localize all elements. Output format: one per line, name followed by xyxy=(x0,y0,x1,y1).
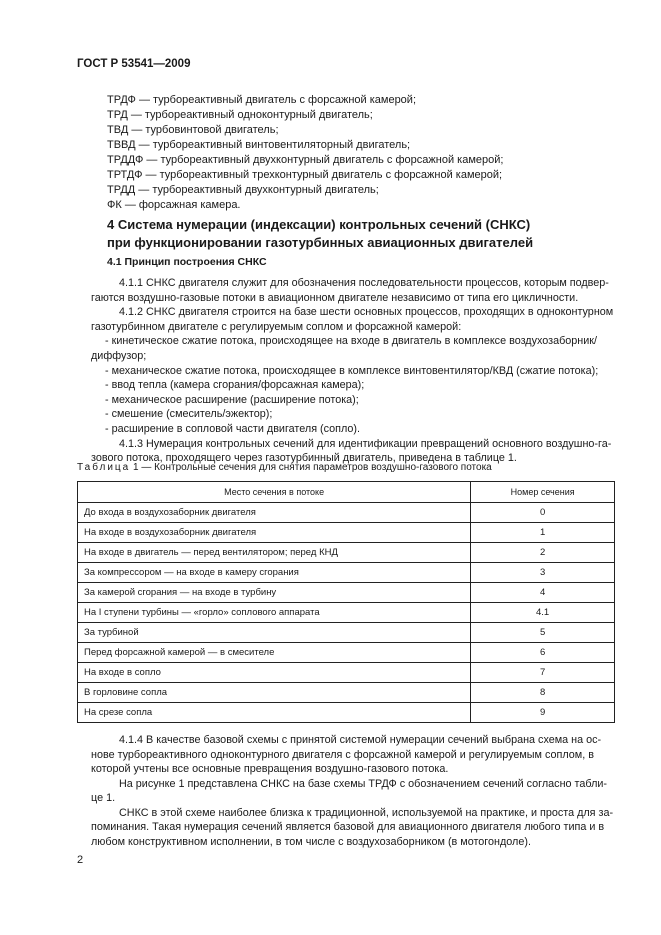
abbreviation-item: ТВД — турбовинтовой двигатель; xyxy=(107,124,279,136)
table-row xyxy=(78,523,615,543)
table-row xyxy=(78,703,615,723)
body-line: - ввод тепла (камера сгорания/форсажная камера); xyxy=(105,379,365,391)
body-line: - смешение (смеситель/эжектор); xyxy=(105,408,273,420)
body-line: гаются воздушно-газовые потоки в авиационном двигателе независимо от типа его цикличности. xyxy=(91,292,579,304)
body-line: газотурбинном двигателе с регулируемым соплом и форсажной камерой: xyxy=(91,321,462,333)
body-line: - механическое расширение (расширение потока); xyxy=(105,394,359,406)
table-row xyxy=(78,623,615,643)
table-caption xyxy=(77,462,492,473)
table-caption-label: Таблица xyxy=(77,462,131,473)
table-header-row xyxy=(78,482,615,503)
cell-location: До входа в воздухозаборник двигателя xyxy=(78,503,471,523)
body-line: - кинетическое сжатие потока, происходящее на входе в двигатель в комплексе воздухозаборник/ xyxy=(105,335,598,347)
subsection-title: 4.1 Принцип построения СНКС xyxy=(107,256,267,268)
column-header-number: Номер сечения xyxy=(471,482,615,503)
cell-number: 6 xyxy=(471,643,615,663)
section-title xyxy=(107,216,533,252)
cell-location: За турбиной xyxy=(78,623,471,643)
cell-number: 4.1 xyxy=(471,603,615,623)
cell-location: На I ступени турбины — «горло» соплового аппарата xyxy=(78,603,471,623)
cell-number: 7 xyxy=(471,663,615,683)
abbreviation-item: ТРДД — турбореактивный двухконтурный двигатель; xyxy=(107,184,379,196)
table-row xyxy=(78,583,615,603)
body-line: поминания. Такая нумерация сечений является базовой для авиационного двигателя любого типа и в xyxy=(91,821,605,833)
cell-location: На входе в двигатель — перед вентилятором; перед КНД xyxy=(78,543,471,563)
table-row xyxy=(78,683,615,703)
cell-location: На входе в воздухозаборник двигателя xyxy=(78,523,471,543)
cell-location: За камерой сгорания — на входе в турбину xyxy=(78,583,471,603)
control-sections-table xyxy=(77,481,615,723)
body-line: которой учтены все основные превращения воздушно-газового потока. xyxy=(91,763,449,775)
table-row xyxy=(78,643,615,663)
table-row xyxy=(78,503,615,523)
table-row xyxy=(78,543,615,563)
abbreviation-item: ТРД — турбореактивный одноконтурный двигатель; xyxy=(107,109,373,121)
cell-location: На входе в сопло xyxy=(78,663,471,683)
body-line: На рисунке 1 представлена СНКС на базе схемы ТРДФ с обозначением сечений согласно табли- xyxy=(119,778,608,790)
cell-number: 8 xyxy=(471,683,615,703)
cell-number: 5 xyxy=(471,623,615,643)
cell-number: 0 xyxy=(471,503,615,523)
body-line: 4.1.1 СНКС двигателя служит для обозначения последовательности процессов, которым подвер- xyxy=(119,277,609,289)
table-caption-text: 1 — Контрольные сечения для снятия параметров воздушно-газового потока xyxy=(130,462,492,473)
body-line: нове турбореактивного одноконтурного двигателя с форсажной камерой и регулируемым соплом, в xyxy=(91,749,594,761)
cell-number: 1 xyxy=(471,523,615,543)
cell-location: В горловине сопла xyxy=(78,683,471,703)
table-row xyxy=(78,603,615,623)
body-line: 4.1.2 СНКС двигателя строится на базе шести основных процессов, проходящих в одноконтурном xyxy=(119,306,614,318)
abbreviation-item: ТРТДФ — турбореактивный трехконтурный двигатель с форсажной камерой; xyxy=(107,169,503,181)
abbreviation-item: ТРДФ — турбореактивный двигатель с форсажной камерой; xyxy=(107,94,416,106)
section-title-line: при функционировании газотурбинных авиационных двигателей xyxy=(107,235,534,250)
section-title-line: 4 Система нумерации (индексации) контрольных сечений (СНКС) xyxy=(107,217,531,232)
abbreviation-item: ТВВД — турбореактивный винтовентиляторный двигатель; xyxy=(107,139,411,151)
cell-location: Перед форсажной камерой — в смесителе xyxy=(78,643,471,663)
cell-number: 2 xyxy=(471,543,615,563)
body-line: 4.1.4 В качестве базовой схемы с принятой системой нумерации сечений выбрана схема на ос- xyxy=(119,734,602,746)
body-line: СНКС в этой схеме наиболее близка к традиционной, используемой на практике, и проста для за- xyxy=(119,807,614,819)
page-number: 2 xyxy=(77,854,84,866)
cell-number: 3 xyxy=(471,563,615,583)
abbreviation-item: ТРДДФ — турбореактивный двухконтурный двигатель с форсажной камерой; xyxy=(107,154,504,166)
table-row xyxy=(78,663,615,683)
body-line: - расширение в сопловой части двигателя (сопло). xyxy=(105,423,361,435)
column-header-location: Место сечения в потоке xyxy=(78,482,471,503)
cell-number: 9 xyxy=(471,703,615,723)
abbreviation-item: ФК — форсажная камера. xyxy=(107,199,241,211)
document-header: ГОСТ Р 53541—2009 xyxy=(77,58,191,70)
body-line: диффузор; xyxy=(91,350,147,362)
body-line: - механическое сжатие потока, происходящее в комплексе винтовентилятор/КВД (сжатие потока); xyxy=(105,365,599,377)
body-line: зового потока, проходящего через газотурбинный двигатель, приведена в таблице 1. xyxy=(91,452,517,464)
cell-location: На срезе сопла xyxy=(78,703,471,723)
cell-number: 4 xyxy=(471,583,615,603)
table-row xyxy=(78,563,615,583)
body-line: це 1. xyxy=(91,792,116,804)
cell-location: За компрессором — на входе в камеру сгорания xyxy=(78,563,471,583)
body-line: 4.1.3 Нумерация контрольных сечений для идентификации превращений основного воздушно-га- xyxy=(119,438,612,450)
body-line: любом конструктивном исполнении, в том числе с воздухозаборником (в мотогондоле). xyxy=(91,836,531,848)
